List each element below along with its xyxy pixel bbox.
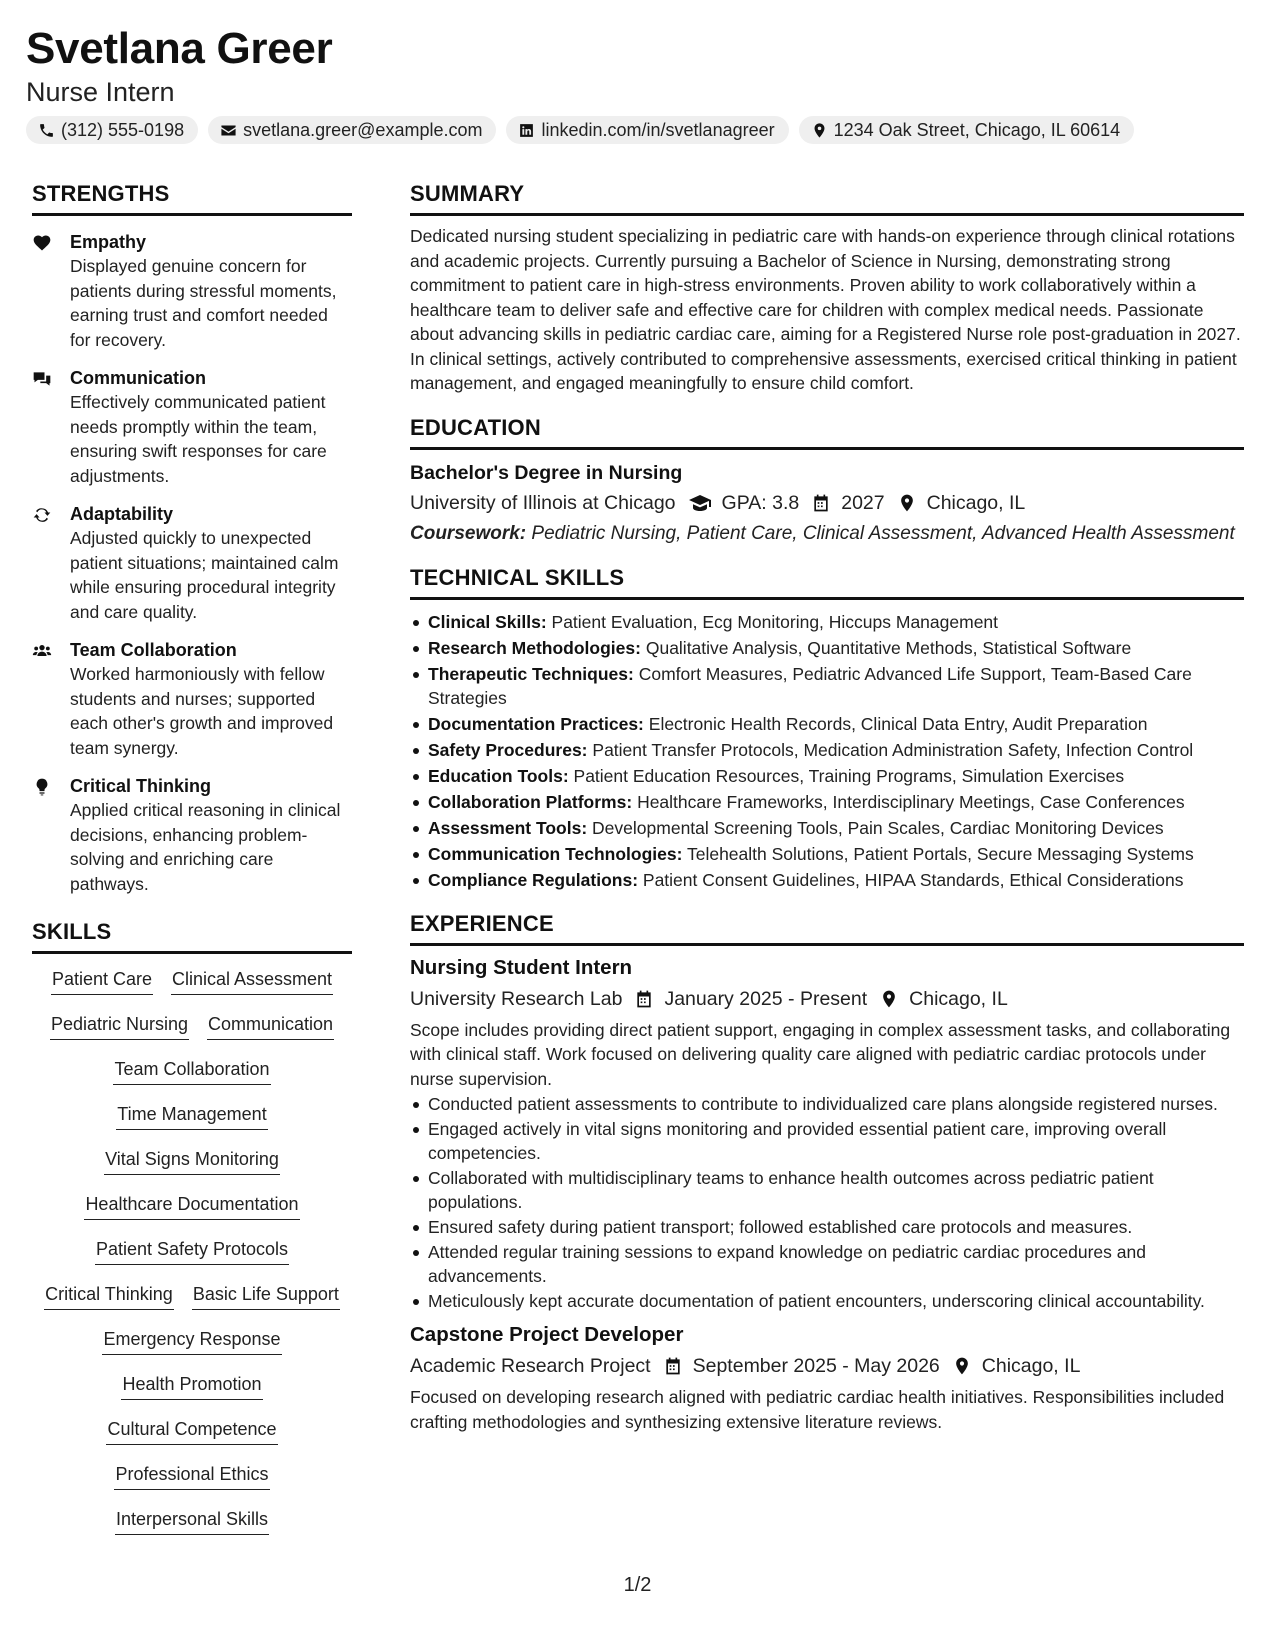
skill-tag: Interpersonal Skills — [115, 1506, 269, 1535]
sync-icon — [32, 505, 52, 525]
linkedin-icon — [518, 122, 535, 139]
strength-item — [32, 774, 352, 896]
job-location: Chicago, IL — [909, 987, 1008, 1010]
skill-tag: Professional Ethics — [114, 1461, 269, 1490]
email-text: svetlana.greer@example.com — [243, 119, 483, 140]
summary-section — [410, 180, 1244, 396]
education-section — [410, 414, 1244, 546]
skill-tag: Team Collaboration — [113, 1056, 270, 1085]
education-meta — [410, 488, 1244, 518]
coursework-text: Pediatric Nursing, Patient Care, Clinical Assessment, Advanced Health Assessment — [531, 522, 1235, 544]
linkedin-pill[interactable] — [506, 116, 788, 144]
graduation-cap-icon — [688, 491, 712, 515]
skills-heading: SKILLS — [32, 918, 352, 954]
skill-tag: Critical Thinking — [44, 1281, 174, 1310]
strength-title: Adaptability — [70, 504, 174, 524]
strength-desc: Worked harmoniously with fellow students and nurses; supported each other's growth and improved team synergy. — [70, 664, 334, 758]
strength-item — [32, 230, 352, 352]
phone-pill[interactable] — [26, 116, 198, 144]
calendar-icon — [663, 1356, 683, 1376]
technical-skills-list — [410, 610, 1244, 892]
strength-item — [32, 366, 352, 488]
job-title: Nursing Student Intern — [410, 955, 633, 979]
list-item: Collaborated with multidisciplinary teams to enhance health outcomes across pediatric patient populations. — [410, 1166, 1244, 1214]
linkedin-text: linkedin.com/in/svetlanagreer — [541, 119, 775, 140]
strength-desc: Adjusted quickly to unexpected patient situations; maintained calm while ensuring procedural integrity and care quality. — [70, 528, 339, 622]
map-marker-icon — [879, 989, 899, 1009]
skill-tag: Health Promotion — [121, 1371, 262, 1400]
address-text: 1234 Oak Street, Chicago, IL 60614 — [833, 119, 1121, 140]
comments-icon — [32, 369, 52, 389]
calendar-icon — [811, 493, 831, 513]
candidate-name: Svetlana Greer — [26, 24, 333, 73]
coursework-label: Coursework: — [410, 522, 527, 544]
skill-tag: Vital Signs Monitoring — [104, 1146, 280, 1175]
calendar-icon — [634, 989, 654, 1009]
map-marker-icon — [952, 1356, 972, 1376]
page-number: 1/2 — [623, 1574, 652, 1596]
phone-icon — [38, 122, 55, 139]
list-item: Research Methodologies: Qualitative Analysis, Quantitative Methods, Statistical Software — [410, 636, 1244, 660]
list-item: Ensured safety during patient transport; followed established care protocols and measures. — [410, 1215, 1244, 1239]
job-org: University Research Lab — [410, 987, 623, 1010]
technical-skills-section — [410, 564, 1244, 892]
job-dates: January 2025 - Present — [664, 987, 868, 1010]
list-item: Assessment Tools: Developmental Screening Tools, Pain Scales, Cardiac Monitoring Devices — [410, 816, 1244, 840]
lightbulb-icon — [32, 777, 52, 797]
job-entry — [410, 1321, 1244, 1434]
skill-tag: Pediatric Nursing — [50, 1011, 189, 1040]
list-item: Safety Procedures: Patient Transfer Protocols, Medication Administration Safety, Infection Control — [410, 738, 1244, 762]
envelope-icon — [220, 122, 237, 139]
job-description: Scope includes providing direct patient support, engaging in complex assessment tasks, and collaborating with clinical staff. Work focused on delivering quality care aligned with pediatric cardiac protocols under nurse supervision. — [410, 1019, 1231, 1089]
list-item: Compliance Regulations: Patient Consent Guidelines, HIPAA Standards, Ethical Considerations — [410, 868, 1244, 892]
skills-section — [32, 918, 352, 1551]
job-org: Academic Research Project — [410, 1355, 651, 1377]
strength-desc: Effectively communicated patient needs promptly within the team, ensuring swift responses for care adjustments. — [70, 392, 327, 486]
strength-item — [32, 638, 352, 760]
candidate-title: Nurse Intern — [26, 77, 175, 107]
skill-tag: Patient Care — [51, 966, 153, 995]
skill-tag: Emergency Response — [102, 1326, 281, 1355]
education-heading: EDUCATION — [410, 414, 1244, 450]
skill-tag: Healthcare Documentation — [84, 1191, 299, 1220]
right-column — [410, 180, 1244, 1434]
job-meta — [410, 984, 1244, 1014]
skills-list — [32, 966, 352, 1551]
job-location: Chicago, IL — [981, 1355, 1081, 1377]
technical-skills-heading: TECHNICAL SKILLS — [410, 564, 1244, 600]
job-entry — [410, 954, 1244, 1314]
heart-icon — [32, 233, 52, 253]
job-dates: September 2025 - May 2026 — [692, 1355, 940, 1377]
phone-text: (312) 555-0198 — [61, 119, 185, 140]
experience-section — [410, 910, 1244, 1435]
list-item: Conducted patient assessments to contribute to individualized care plans alongside registered nurses. — [410, 1092, 1244, 1116]
skill-tag: Basic Life Support — [192, 1281, 340, 1310]
list-item: Attended regular training sessions to expand knowledge on pediatric cardiac procedures and advancements. — [410, 1240, 1244, 1288]
strengths-heading: STRENGTHS — [32, 180, 352, 216]
strength-item — [32, 502, 352, 624]
summary-text: Dedicated nursing student specializing in pediatric care with hands-on experience through clinical rotations and academic projects. Currently pursuing a Bachelor of Science in Nursing, demonstrating strong commitment to patient care in high-stress environments. Proven ability to work collaboratively within a healthcare team to deliver safe and effective care for children with complex medical needs. Passionate about advancing skills in pediatric cardiac care, aiming for a Registered Nurse role post-graduation in 2027. In clinical settings, actively contributed to comprehensive assessments, exercised critical thinking in patient management, and engaged meaningfully to ensure child comfort. — [410, 226, 1241, 393]
list-item: Documentation Practices: Electronic Health Records, Clinical Data Entry, Audit Preparation — [410, 712, 1244, 736]
gpa-text: GPA: 3.8 — [721, 491, 800, 514]
list-item: Engaged actively in vital signs monitoring and provided essential patient care, improving overall competencies. — [410, 1117, 1244, 1165]
strengths-section — [32, 180, 352, 896]
job-description: Focused on developing research aligned with pediatric cardiac health initiatives. Responsibilities included crafting methodologies and synthesizing extensive literature reviews. — [410, 1387, 1225, 1432]
strength-desc: Displayed genuine concern for patients during stressful moments, earning trust and comfort needed for recovery. — [70, 256, 337, 350]
contact-bar — [26, 116, 1256, 144]
skill-tag: Clinical Assessment — [171, 966, 333, 995]
left-column — [32, 180, 352, 1551]
coursework — [410, 522, 1244, 546]
list-item: Communication Technologies: Telehealth Solutions, Patient Portals, Secure Messaging Systems — [410, 842, 1244, 866]
users-icon — [32, 641, 52, 661]
strength-title: Empathy — [70, 232, 147, 252]
list-item: Therapeutic Techniques: Comfort Measures, Pediatric Advanced Life Support, Team-Based Care Strategies — [410, 662, 1244, 710]
address-pill[interactable] — [799, 116, 1135, 144]
job-bullets — [410, 1092, 1244, 1313]
summary-heading: SUMMARY — [410, 180, 1244, 216]
graduation-year: 2027 — [841, 491, 885, 514]
strength-title: Team Collaboration — [70, 640, 237, 660]
skill-tag: Time Management — [116, 1101, 267, 1130]
degree-title: Bachelor's Degree in Nursing — [410, 461, 683, 484]
list-item: Collaboration Platforms: Healthcare Frameworks, Interdisciplinary Meetings, Case Conferences — [410, 790, 1244, 814]
skill-tag: Communication — [207, 1011, 334, 1040]
job-meta — [410, 1351, 1244, 1381]
strength-title: Critical Thinking — [70, 776, 212, 796]
school-name: University of Illinois at Chicago — [410, 491, 676, 514]
list-item: Meticulously kept accurate documentation of patient encounters, underscoring clinical accountability. — [410, 1289, 1244, 1313]
experience-heading: EXPERIENCE — [410, 910, 1244, 946]
map-marker-icon — [897, 493, 917, 513]
strength-desc: Applied critical reasoning in clinical decisions, enhancing problem-solving and enriching care pathways. — [70, 800, 341, 894]
email-pill[interactable] — [208, 116, 496, 144]
skill-tag: Cultural Competence — [106, 1416, 277, 1445]
map-marker-icon — [811, 122, 828, 139]
skill-tag: Patient Safety Protocols — [95, 1236, 289, 1265]
job-title: Capstone Project Developer — [410, 1323, 684, 1346]
education-location: Chicago, IL — [926, 491, 1026, 514]
resume-header — [26, 22, 1256, 144]
list-item: Clinical Skills: Patient Evaluation, Ecg Monitoring, Hiccups Management — [410, 610, 1244, 634]
list-item: Education Tools: Patient Education Resources, Training Programs, Simulation Exercises — [410, 764, 1244, 788]
strength-title: Communication — [70, 368, 207, 388]
